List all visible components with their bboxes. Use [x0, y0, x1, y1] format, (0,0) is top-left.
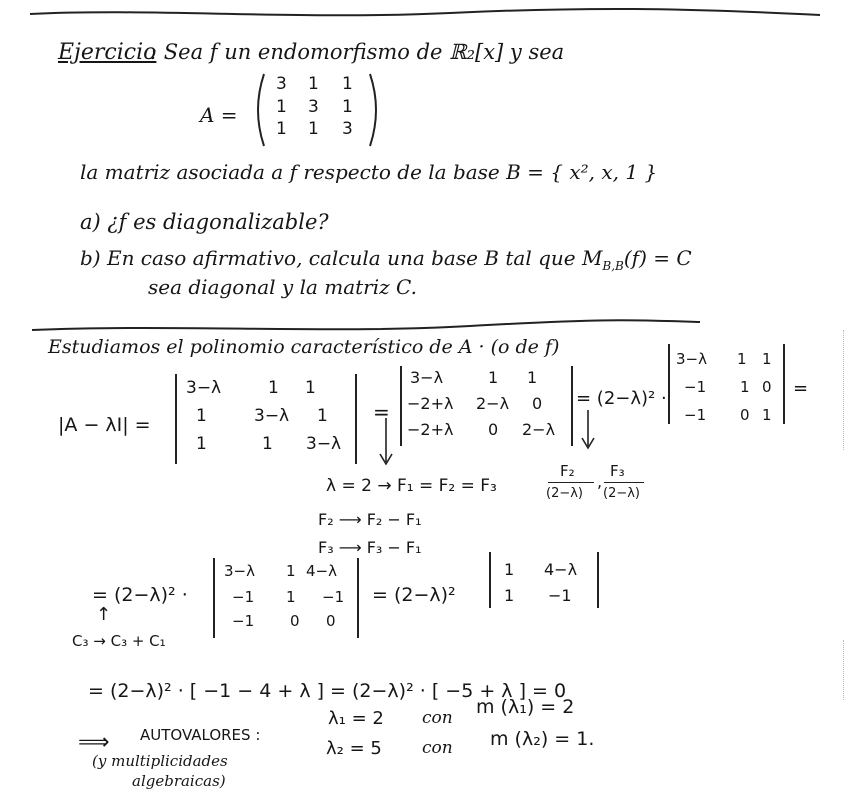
det2-cell: −2+λ: [407, 394, 454, 413]
matrix-a: [252, 70, 392, 150]
part-b-text: b) En caso afirmativo, calcula una base B tal que M: [80, 246, 603, 270]
row-op-1: F₂ ⟶ F₂ − F₁: [318, 510, 422, 529]
matrix-a-cell: 1: [276, 97, 287, 117]
det2-cell: 3−λ: [410, 368, 444, 387]
note-sep: ,: [597, 472, 603, 491]
column-op-arrow: ↑: [96, 604, 112, 625]
column-op: C₃ → C₃ + C₁: [72, 632, 166, 650]
part-a: a) ¿f es diagonalizable?: [80, 210, 329, 234]
eigenvalue-1-multiplicity: m (λ₁) = 2: [476, 696, 575, 718]
det1-cell: 3−λ: [306, 434, 342, 454]
det-lhs: |A − λI| =: [58, 414, 151, 436]
matrix-a-cell: 3: [342, 119, 353, 139]
line3: = (2−λ)² · [ −1 − 4 + λ ] = (2−λ)² · [ −5 + λ ] = 0: [88, 680, 567, 702]
equals-2: = (2−λ)² ·: [576, 388, 667, 409]
part-b-subscript: B,B: [602, 259, 624, 273]
det1-cell: 1: [262, 434, 273, 454]
equals-1: =: [373, 400, 390, 424]
det4-cell: 0: [326, 612, 336, 630]
matrix-a-cell: 3: [276, 74, 287, 94]
det4-cell: 1: [286, 562, 296, 580]
matrix-a-cell: 3: [308, 97, 319, 117]
eigenvalue-2: λ₂ = 5: [326, 738, 382, 759]
det2-cell: 1: [488, 368, 499, 387]
det4-cell: 4−λ: [306, 562, 337, 580]
part-b-line-2: sea diagonal y la matriz C.: [148, 275, 417, 299]
autovalores-note-1: (y multiplicidades: [92, 752, 228, 770]
det3-cell: 0: [740, 406, 750, 424]
autovalores-arrow: ⟹: [78, 730, 110, 755]
matrix-a-cell: 1: [342, 74, 353, 94]
autovalores-label: AUTOVALORES :: [140, 726, 261, 744]
det3-cell: 1: [740, 378, 750, 396]
down-arrow-1: [378, 418, 398, 478]
note-frac1-den: (2−λ): [546, 486, 584, 501]
det1-cell: 1: [305, 378, 316, 398]
fraction-bar: [548, 482, 594, 483]
part-b-end: (f) = C: [623, 246, 692, 270]
det2-cell: 2−λ: [476, 394, 510, 413]
eigenvalue-1-con: con: [422, 708, 453, 728]
matrix-a-cell: 1: [308, 119, 319, 139]
margin-mark: [843, 330, 846, 450]
fraction-bar: [604, 482, 644, 483]
line2-mid: = (2−λ)²: [372, 584, 456, 606]
line2-eq: = (2−λ)² ·: [92, 584, 188, 606]
det4-cell: −1: [232, 588, 255, 606]
det1-cell: 1: [317, 406, 328, 426]
top-divider: [0, 0, 848, 30]
det4-cell: 1: [286, 588, 296, 606]
eigenvalue-2-con: con: [422, 738, 453, 758]
det4-cell: −1: [322, 588, 345, 606]
matrix-a-cell: 1: [308, 74, 319, 94]
eigenvalue-2-multiplicity: m (λ₂) = 1.: [490, 728, 595, 750]
det2-cell: 2−λ: [522, 420, 556, 439]
note-frac1-num: F₂: [560, 462, 575, 480]
det3-cell: 1: [762, 406, 772, 424]
det2-cell: 1: [527, 368, 538, 387]
det1-cell: 3−λ: [254, 406, 290, 426]
solution-intro: Estudiamos el polinomio característico de A · (o de f): [48, 336, 560, 358]
row-op-2: F₃ ⟶ F₃ − F₁: [318, 538, 422, 557]
det1-cell: 1: [196, 434, 207, 454]
note-frac2-den: (2−λ): [603, 486, 641, 501]
det3-cell: 3−λ: [676, 350, 707, 368]
det1-cell: 3−λ: [186, 378, 222, 398]
det3-cell: −1: [684, 406, 707, 424]
det3-cell: 1: [737, 350, 747, 368]
det5-bars: [486, 548, 616, 618]
det3-cell: 1: [762, 350, 772, 368]
part-b-line-1: [80, 246, 692, 273]
down-arrow-2: [580, 410, 600, 460]
det5-cell: −1: [548, 586, 572, 605]
det4-cell: −1: [232, 612, 255, 630]
exercise-title: Ejercicio: [58, 40, 157, 65]
det1-cell: 1: [196, 406, 207, 426]
note-lambda: λ = 2 → F₁ = F₂ = F₃: [326, 476, 497, 496]
det3-cell: 0: [762, 378, 772, 396]
autovalores-note-2: algebraicas): [132, 772, 226, 790]
statement-line-2: la matriz asociada a f respecto de la base B = { x², x, 1 }: [80, 160, 658, 184]
note-frac2-num: F₃: [610, 462, 625, 480]
det5-cell: 1: [504, 586, 515, 605]
det2-cell: 0: [488, 420, 499, 439]
det4-cell: 0: [290, 612, 300, 630]
statement-line-1: : Sea f un endomorfismo de ℝ₂[x] y sea: [150, 40, 565, 64]
matrix-a-cell: 1: [342, 97, 353, 117]
det5-cell: 1: [504, 560, 515, 579]
det1-cell: 1: [268, 378, 279, 398]
det4-cell: 3−λ: [224, 562, 255, 580]
eigenvalue-1: λ₁ = 2: [328, 708, 384, 729]
det2-cell: −2+λ: [407, 420, 454, 439]
det2-cell: 0: [532, 394, 543, 413]
equals-3: =: [793, 378, 809, 399]
matrix-a-cell: 1: [276, 119, 287, 139]
margin-mark: [843, 640, 846, 700]
det5-cell: 4−λ: [544, 560, 578, 579]
matrix-label: A =: [200, 103, 238, 127]
det3-cell: −1: [684, 378, 707, 396]
